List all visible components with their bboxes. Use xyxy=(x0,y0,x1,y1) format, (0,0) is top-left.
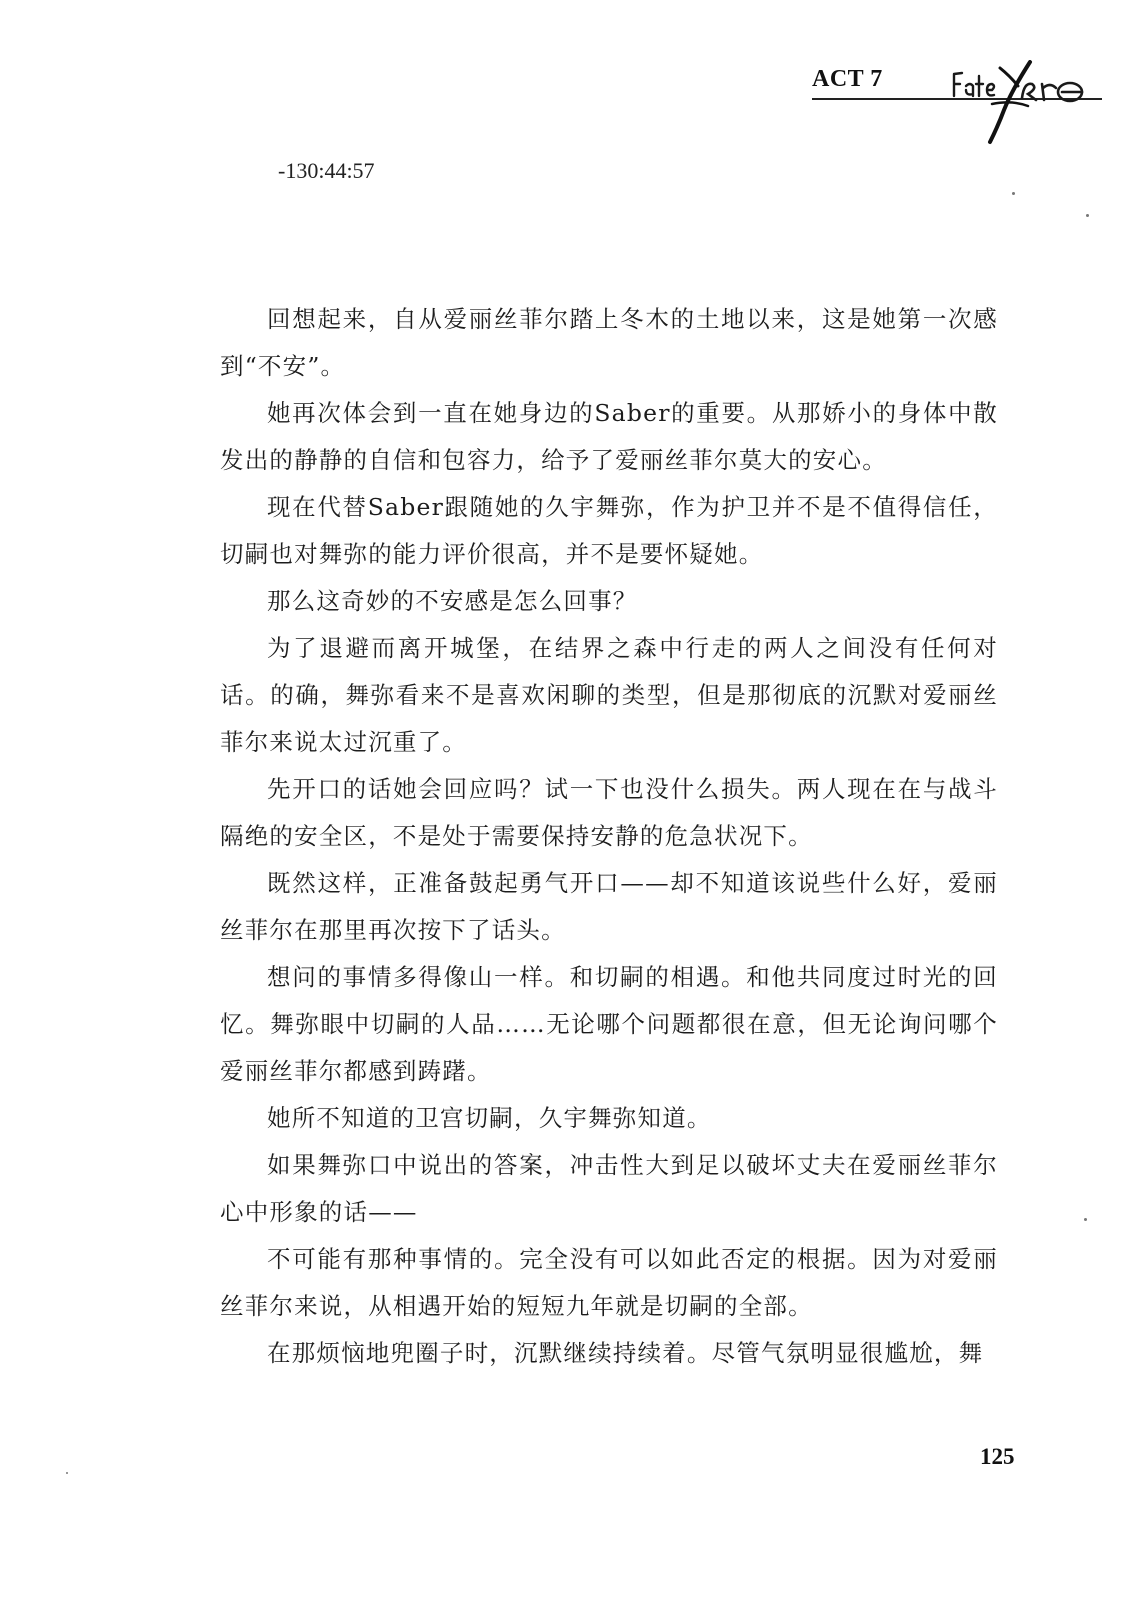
act-label: ACT 7 xyxy=(812,66,883,92)
scan-speck xyxy=(1012,192,1015,195)
paragraph: 她所不知道的卫宫切嗣，久宇舞弥知道。 xyxy=(267,1104,712,1132)
scan-speck xyxy=(66,1472,68,1474)
timestamp: -130:44:57 xyxy=(278,158,375,183)
paragraph: 既然这样，正准备鼓起勇气开口——却不知道该说些什么好，爱丽丝菲尔在那里再次按下了话头。 xyxy=(220,869,998,944)
scan-speck xyxy=(1086,214,1089,217)
fate-zero-logo-icon xyxy=(952,60,1102,150)
paragraph: 先开口的话她会回应吗？试一下也没什么损失。两人现在在与战斗隔绝的安全区，不是处于需要保持安静的危急状况下。 xyxy=(220,775,998,850)
scan-speck xyxy=(1084,1218,1087,1221)
paragraph: 为了退避而离开城堡，在结界之森中行走的两人之间没有任何对话。的确，舞弥看来不是喜欢闲聊的类型，但是那彻底的沉默对爱丽丝菲尔来说太过沉重了。 xyxy=(220,634,998,756)
body-text xyxy=(220,296,998,1377)
paragraph: 想问的事情多得像山一样。和切嗣的相遇。和他共同度过时光的回忆。舞弥眼中切嗣的人品……无论哪个问题都很在意，但无论询问哪个爱丽丝菲尔都感到踌躇。 xyxy=(220,963,998,1085)
paragraph: 如果舞弥口中说出的答案，冲击性大到足以破坏丈夫在爱丽丝菲尔心中形象的话—— xyxy=(220,1151,998,1226)
paragraph: 回想起来，自从爱丽丝菲尔踏上冬木的土地以来，这是她第一次感到“不安”。 xyxy=(220,305,998,380)
paragraph: 她再次体会到一直在她身边的Saber的重要。从那娇小的身体中散发出的静静的自信和包容力，给予了爱丽丝菲尔莫大的安心。 xyxy=(220,399,998,474)
paragraph: 那么这奇妙的不安感是怎么回事？ xyxy=(267,587,638,615)
running-header xyxy=(812,60,1112,150)
paragraph: 不可能有那种事情的。完全没有可以如此否定的根据。因为对爱丽丝菲尔来说，从相遇开始的短短九年就是切嗣的全部。 xyxy=(220,1245,998,1320)
paragraph: 现在代替Saber跟随她的久宇舞弥，作为护卫并不是不值得信任，切嗣也对舞弥的能力评价很高，并不是要怀疑她。 xyxy=(220,493,998,568)
paragraph: 在那烦恼地兜圈子时，沉默继续持续着。尽管气氛明显很尴尬，舞 xyxy=(267,1339,984,1367)
page-number: 125 xyxy=(980,1444,1015,1469)
